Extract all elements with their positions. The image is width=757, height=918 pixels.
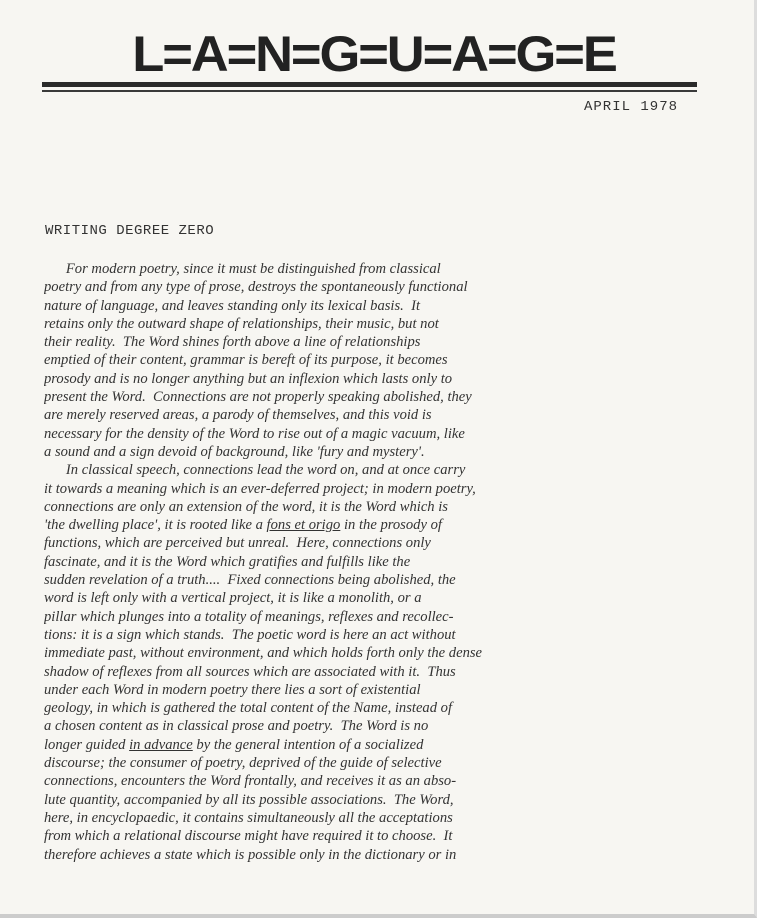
text-line: it towards a meaning which is an ever-deferred project; in modern poetry, [44,480,476,497]
text-line: their reality. The Word shines forth above a line of relationships [44,334,421,351]
text-line: fascinate, and it is the Word which gratifies and fulfills like the [44,553,411,570]
article-body [44,260,714,864]
text-line: from which a relational discourse might have required it to choose. It [44,828,453,845]
text-line: lute quantity, accompanied by all its possible associations. The Word, [44,791,454,808]
text-line: geology, in which is gathered the total content of the Name, instead of [44,700,453,717]
text-line: a sound and a sign devoid of background, like 'fury and mystery'. [44,443,425,460]
text-line: functions, which are perceived but unreal. Here, connections only [44,535,431,552]
text-line: longer guided in advance by the general intention of a socialized [44,736,424,753]
masthead-title: L=A=N=G=U=A=G=E [132,26,616,82]
text-line: 'the dwelling place', it is rooted like a fons et origo in the prosody of [44,517,442,534]
text-line: word is left only with a vertical project, it is like a monolith, or a [44,590,422,607]
text-line: a chosen content as in classical prose and poetry. The Word is no [44,718,429,735]
text-line: connections, encounters the Word frontally, and receives it as an abso- [44,773,457,790]
text-line: poetry and from any type of prose, destroys the spontaneously functional [44,279,468,296]
text-line: nature of language, and leaves standing only its lexical basis. It [44,297,421,314]
underlined-phrase: in advance [129,736,193,753]
text-line: here, in encyclopaedic, it contains simultaneously all the acceptations [44,809,453,826]
underlined-phrase: fons et origo [266,517,341,534]
text-line: pillar which plunges into a totality of meanings, reflexes and recollec- [44,608,454,625]
text-line: are merely reserved areas, a parody of themselves, and this void is [44,407,432,424]
text-line: connections are only an extension of the word, it is the Word which is [44,498,448,515]
text-line: retains only the outward shape of relationships, their music, but not [44,315,439,332]
text-line: immediate past, without environment, and which holds forth only the dense [44,645,483,662]
masthead-rule-thin [42,90,697,92]
text-line: necessary for the density of the Word to rise out of a magic vacuum, like [44,425,465,442]
text-line: discourse; the consumer of poetry, deprived of the guide of selective [44,755,442,772]
text-line: therefore achieves a state which is possible only in the dictionary or in [44,846,457,863]
issue-date: APRIL 1978 [584,99,679,115]
text-line: prosody and is no longer anything but an inflexion which lasts only to [44,370,453,387]
text-line: sudden revelation of a truth.... Fixed connections being abolished, the [44,572,456,589]
text-line: In classical speech, connections lead the word on, and at once carry [44,462,466,479]
text-line: under each Word in modern poetry there lies a sort of existential [44,681,421,698]
text-line: present the Word. Connections are not properly speaking abolished, they [44,389,472,406]
text-line: For modern poetry, since it must be distinguished from classical [44,261,441,277]
text-line: tions: it is a sign which stands. The poetic word is here an act without [44,626,456,643]
text-line: emptied of their content, grammar is bereft of its purpose, it becomes [44,352,448,369]
article-title: WRITING DEGREE ZERO [45,223,215,239]
text-line: shadow of reflexes from all sources which are associated with it. Thus [44,663,456,680]
masthead-rule-thick [42,82,697,87]
